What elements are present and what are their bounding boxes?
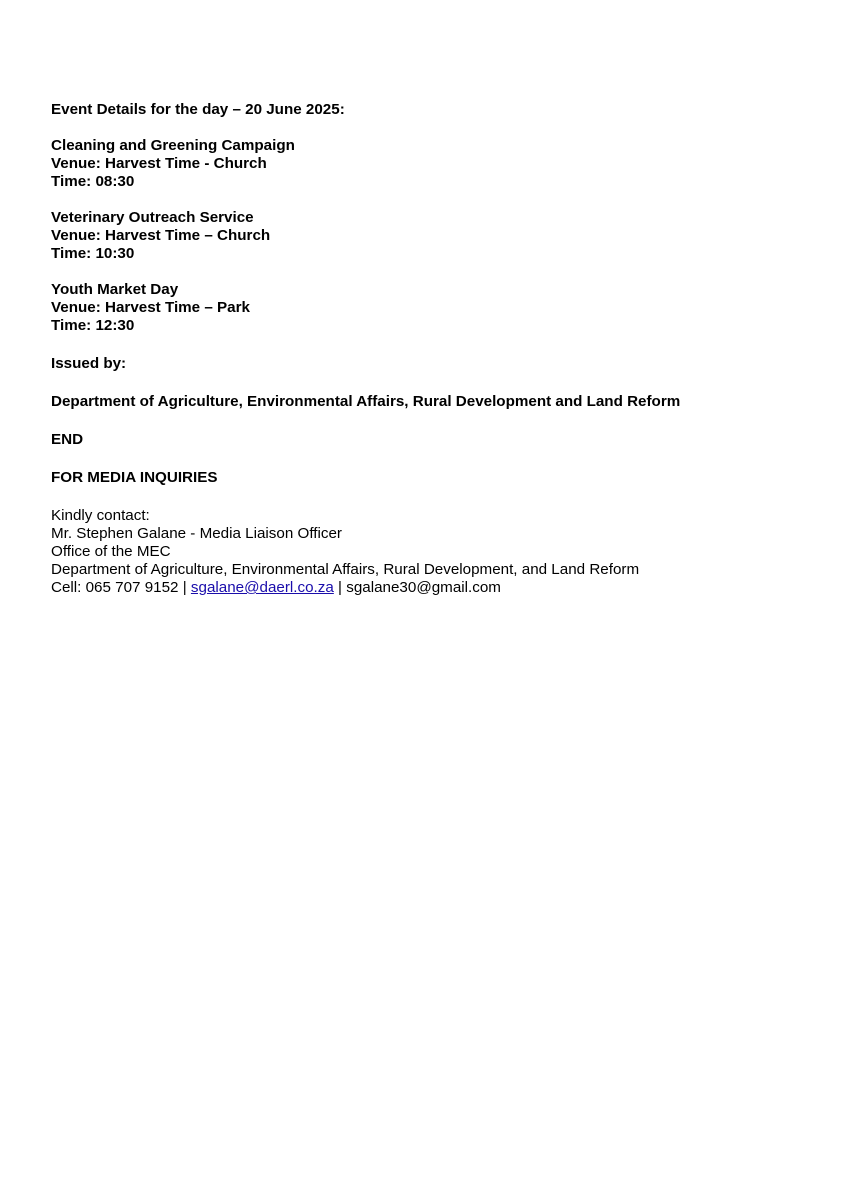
spacer (51, 411, 831, 431)
event-venue: Venue: Harvest Time – Park (51, 299, 250, 316)
contact-block (51, 507, 831, 597)
event-name: Veterinary Outreach Service (51, 209, 254, 226)
event-venue: Venue: Harvest Time - Church (51, 155, 267, 172)
contact-department: Department of Agriculture, Environmental Affairs, Rural Development, and Land Reform (51, 561, 640, 578)
contact-office: Office of the MEC (51, 543, 171, 560)
event-name: Youth Market Day (51, 281, 179, 298)
event-time: Time: 12:30 (51, 317, 135, 334)
end-label: END (51, 431, 84, 448)
email-separator: | (333, 579, 347, 596)
spacer (51, 335, 831, 355)
event-block-youth-market (51, 281, 831, 335)
primary-email-link[interactable]: sgalane@daerl.co.za (190, 579, 334, 596)
event-block-cleaning (51, 137, 831, 191)
press-release-page (51, 101, 831, 597)
spacer (51, 373, 831, 393)
contact-cell-line (51, 579, 831, 597)
event-venue: Venue: Harvest Time – Church (51, 227, 271, 244)
spacer (51, 191, 831, 209)
contact-name: Mr. Stephen Galane - Media Liaison Officer (51, 525, 342, 542)
spacer (51, 449, 831, 469)
event-time: Time: 08:30 (51, 173, 135, 190)
issued-by-label: Issued by: (51, 355, 127, 372)
spacer (51, 119, 831, 137)
event-block-veterinary (51, 209, 831, 263)
cell-number: Cell: 065 707 9152 | (51, 579, 191, 596)
event-time: Time: 10:30 (51, 245, 135, 262)
event-name: Cleaning and Greening Campaign (51, 137, 295, 154)
issuer-department: Department of Agriculture, Environmental Affairs, Rural Development and Land Reform (51, 393, 681, 410)
spacer (51, 263, 831, 281)
spacer (51, 487, 831, 507)
event-details-heading: Event Details for the day – 20 June 2025: (51, 101, 345, 118)
contact-intro: Kindly contact: (51, 507, 150, 524)
media-inquiries-heading: FOR MEDIA INQUIRIES (51, 469, 218, 486)
secondary-email: sgalane30@gmail.com (346, 579, 501, 596)
